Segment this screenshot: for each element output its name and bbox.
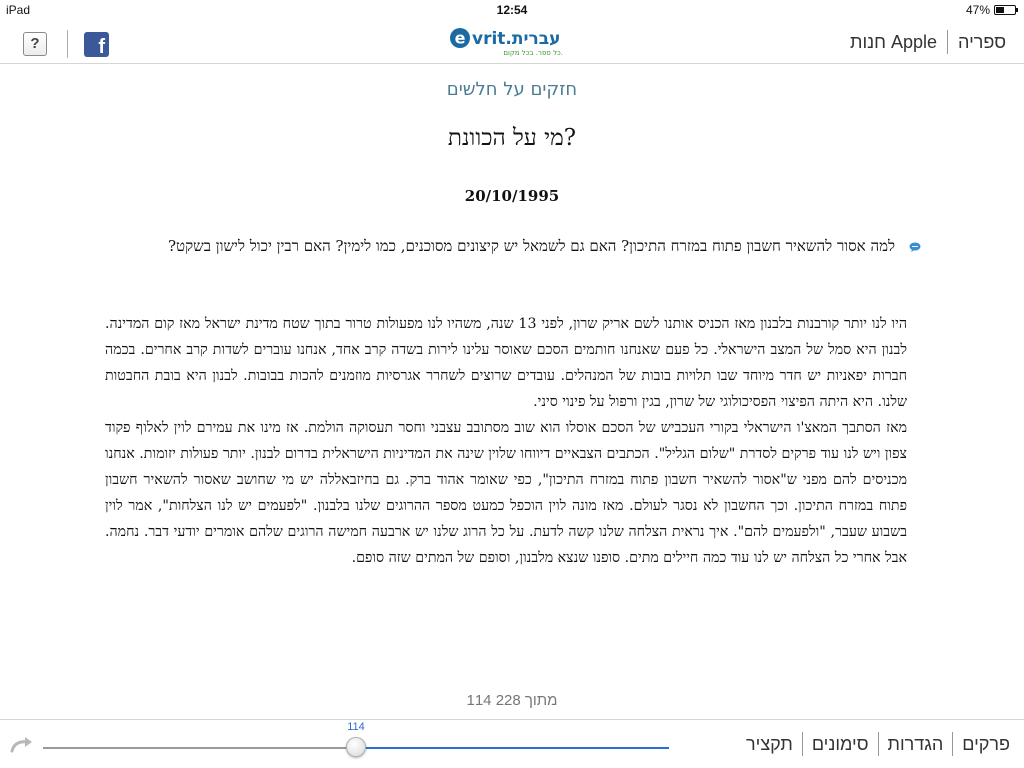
page-indicator: 114 מתוך 228 bbox=[466, 692, 558, 709]
library-link[interactable]: ספריה bbox=[958, 31, 1006, 52]
logo-tagline: כל ספר. בכל מקום. bbox=[503, 49, 563, 57]
apple-store-link[interactable]: חנות Apple bbox=[850, 31, 938, 52]
back-arrow-icon[interactable] bbox=[8, 736, 34, 754]
bottom-nav-links bbox=[746, 732, 1010, 756]
nav-separator bbox=[952, 732, 953, 756]
summary-button[interactable]: תקציר bbox=[746, 733, 793, 754]
top-nav bbox=[0, 20, 1024, 64]
battery-icon bbox=[994, 5, 1016, 15]
settings-button[interactable]: הגדרות bbox=[887, 733, 944, 754]
nav-divider bbox=[67, 30, 68, 58]
nav-separator bbox=[878, 732, 879, 756]
help-button[interactable]: ? bbox=[23, 32, 47, 56]
battery-percentage: 47% bbox=[965, 3, 990, 17]
evrit-logo bbox=[448, 24, 578, 58]
device-name: iPad bbox=[6, 3, 31, 17]
battery-level-fill bbox=[996, 7, 1004, 13]
bookmarks-button[interactable]: סימונים bbox=[811, 733, 869, 754]
article-lead: למה אסור להשאיר חשבון פתוח במזרח התיכון? האם גם לשמאל יש קיצונים מסוכנים, כמו לימין? האם רבין יכול לישון בשקט? bbox=[168, 237, 895, 255]
nav-separator bbox=[947, 30, 948, 54]
chapter-title: מי על הכוונת? bbox=[447, 125, 577, 151]
svg-text:e: e bbox=[454, 28, 466, 48]
chapters-button[interactable]: פרקים bbox=[962, 733, 1010, 754]
bottom-toolbar bbox=[0, 719, 1024, 768]
reading-area bbox=[0, 65, 1024, 715]
top-nav-links bbox=[850, 30, 1006, 54]
status-bar bbox=[0, 0, 1024, 20]
logo-e-icon bbox=[450, 28, 470, 48]
article-date: 20/10/1995 bbox=[464, 187, 560, 205]
article-body bbox=[105, 311, 907, 571]
facebook-share-button[interactable]: f bbox=[84, 32, 109, 57]
nav-separator bbox=[802, 732, 803, 756]
logo-text: vrit.עברית bbox=[472, 29, 561, 49]
book-title: חזקים על חלשים bbox=[446, 79, 578, 100]
status-time: 12:54 bbox=[496, 3, 528, 17]
page-slider-progress bbox=[356, 747, 669, 749]
page-slider-value: 114 bbox=[347, 721, 365, 733]
battery-indicator bbox=[966, 3, 1016, 17]
page-slider-thumb[interactable] bbox=[346, 737, 366, 757]
paragraph: היו לנו יותר קורבנות בלבנון מאז הכניס אותנו לשם אריק שרון, לפני 13 שנה, משהיו לנו מפעולות טרור בתוך שטח מדינת ישראל מאז קום המדינה. לבנון היא סמל של המצב הישראלי. כל פעם שאנחנו חותמים הסכם שאוסר עלינו לירות בשדה קרב אחד, אנחנו עוברים לשדות קרב אחרים. בכמה חברות יפאניות יש חדר מיוחד שבו תלויות בובות של המנהלים. עובדים שרוצים לשחרר אגרסיות מוזמנים להכות בבובות. לבנון היא בובת החבטות שלנו. היא היתה הפיצוי הפסיכולוגי של שרון, בגין ורפול על פינוי סיני. bbox=[105, 316, 907, 410]
paragraph: מאז הסתבך המאצ'ו הישראלי בקורי העכביש של הסכם אוסלו הוא שוב מסתובב עצבני וחסר תעסוקה הולמת. אז מינו את עמירם לוין לאלוף פקוד צפון ויש לנו עוד פרקים לסדרת "שלום הגליל". הכתבים הצבאיים דיווחו שלוין שינה את המדיניות הישראלית בדרום לבנון. יותר פעולות יזומות. אנחנו מכניסים להם מפני ש"אסור להשאיר חשבון פתוח במזרח התיכון", כפי שאומר אהוד ברק. גם בחיזבאללה יש מי שחושב שאסור להשאיר חשבון פתוח במזרח התיכון. וכך החשבון לא נסגר לעולם. מאז מונה לוין הוכפל כמעט מספר ההרוגים שלנו בלבנון. "לפעמים יש לנו הצלחות", אמר לוין בשבוע שעבר, "ולפעמים להם". איך נראית הצלחה שלנו קשה לדעת. על כל הרוג שלנו יש ארבעה חמישה הרוגים שלהם אומרים יודעי דבר. נחמה. אבל אחרי כל הצלחה יש לנו עוד כמה חיילים מתים. סופנו שנצא מלבנון, וסופם של המתים שזה סופם. bbox=[105, 420, 908, 566]
comment-bubble-icon[interactable] bbox=[909, 242, 921, 252]
